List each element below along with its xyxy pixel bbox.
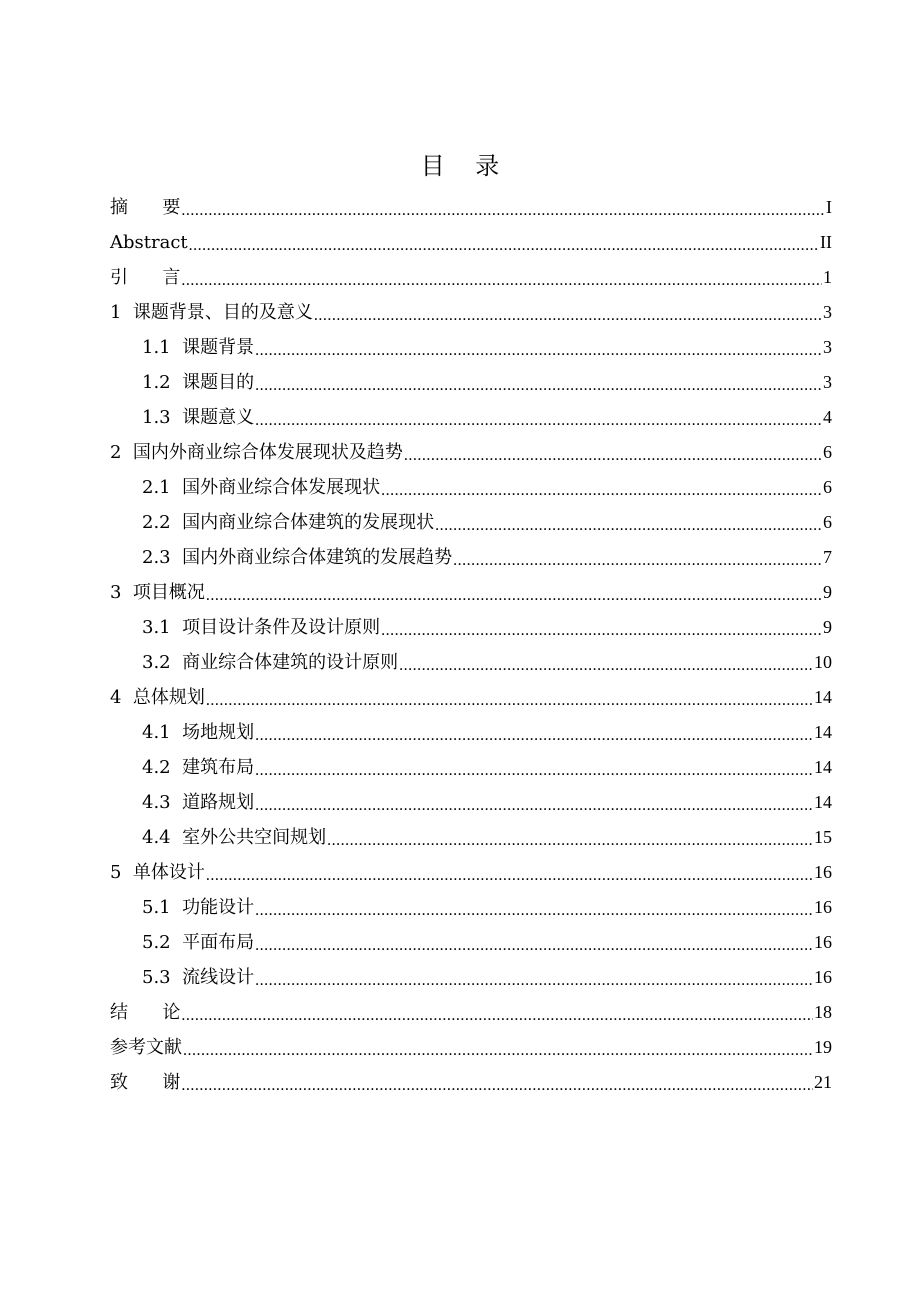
toc-list xyxy=(110,190,832,1100)
toc-entry-page-number: 16 xyxy=(814,862,832,882)
toc-dot-leader xyxy=(181,193,825,228)
toc-entry-label: 4.1 场地规划 xyxy=(142,722,255,743)
toc-entry-label: 摘 要 xyxy=(110,197,181,218)
toc-dot-leader xyxy=(399,648,813,683)
toc-entry[interactable] xyxy=(110,645,832,680)
toc-entry[interactable] xyxy=(110,890,832,925)
toc-entry-page-number: 21 xyxy=(814,1072,832,1092)
toc-dot-leader xyxy=(206,578,822,613)
toc-dot-leader xyxy=(181,1068,813,1103)
toc-entry-label: 2.2 国内商业综合体建筑的发展现状 xyxy=(142,512,435,533)
toc-entry-label: 3.1 项目设计条件及设计原则 xyxy=(142,617,381,638)
toc-entry-page-number: 6 xyxy=(823,477,832,497)
toc-entry[interactable] xyxy=(110,960,832,995)
toc-entry[interactable] xyxy=(110,610,832,645)
toc-entry-page-number: I xyxy=(826,197,832,217)
toc-entry-page-number: 1 xyxy=(823,267,832,287)
toc-entry-page-number: 14 xyxy=(814,687,832,707)
toc-entry-page-number: 4 xyxy=(823,407,832,427)
toc-entry-label: 5.3 流线设计 xyxy=(142,967,255,988)
toc-entry-page-number: II xyxy=(820,232,832,252)
toc-dot-leader xyxy=(206,858,813,893)
toc-entry[interactable] xyxy=(110,365,832,400)
toc-dot-leader xyxy=(255,893,813,928)
toc-dot-leader xyxy=(255,928,813,963)
toc-entry-label: 4.3 道路规划 xyxy=(142,792,255,813)
toc-dot-leader xyxy=(255,368,822,403)
toc-entry[interactable] xyxy=(110,575,832,610)
toc-entry[interactable] xyxy=(110,855,832,890)
toc-entry[interactable] xyxy=(110,750,832,785)
toc-dot-leader xyxy=(181,998,813,1033)
toc-entry-label: 4.4 室外公共空间规划 xyxy=(142,827,327,848)
toc-entry-page-number: 18 xyxy=(814,1002,832,1022)
toc-entry-label: 2.1 国外商业综合体发展现状 xyxy=(142,477,381,498)
toc-entry-label: 5.2 平面布局 xyxy=(142,932,255,953)
toc-entry-page-number: 14 xyxy=(814,757,832,777)
toc-entry[interactable] xyxy=(110,715,832,750)
toc-dot-leader xyxy=(189,228,819,263)
toc-entry-label: 5 单体设计 xyxy=(110,862,205,883)
toc-dot-leader xyxy=(206,683,813,718)
toc-entry-page-number: 9 xyxy=(823,617,832,637)
toc-entry-page-number: 16 xyxy=(814,932,832,952)
toc-entry-label: 2 国内外商业综合体发展现状及趋势 xyxy=(110,442,403,463)
toc-entry-label: 1.3 课题意义 xyxy=(142,407,255,428)
toc-entry-label: 参考文献 xyxy=(110,1037,182,1058)
toc-entry-page-number: 6 xyxy=(823,442,832,462)
toc-entry[interactable] xyxy=(110,820,832,855)
toc-entry[interactable] xyxy=(110,435,832,470)
toc-entry-label: 5.1 功能设计 xyxy=(142,897,255,918)
toc-entry-page-number: 3 xyxy=(823,302,832,322)
toc-entry[interactable] xyxy=(110,190,832,225)
toc-entry-page-number: 14 xyxy=(814,792,832,812)
toc-dot-leader xyxy=(327,823,813,858)
toc-entry-label: 4.2 建筑布局 xyxy=(142,757,255,778)
toc-entry-label: 2.3 国内外商业综合体建筑的发展趋势 xyxy=(142,547,453,568)
toc-dot-leader xyxy=(255,333,822,368)
toc-dot-leader xyxy=(453,543,822,578)
toc-entry[interactable] xyxy=(110,295,832,330)
toc-entry-page-number: 19 xyxy=(814,1037,832,1057)
toc-entry[interactable] xyxy=(110,505,832,540)
toc-title: 目 录 xyxy=(420,152,500,180)
toc-entry-page-number: 10 xyxy=(814,652,832,672)
toc-entry[interactable] xyxy=(110,330,832,365)
toc-entry[interactable] xyxy=(110,470,832,505)
toc-entry-page-number: 16 xyxy=(814,967,832,987)
toc-dot-leader xyxy=(183,1033,813,1068)
toc-entry-page-number: 3 xyxy=(823,337,832,357)
toc-entry[interactable] xyxy=(110,1030,832,1065)
toc-dot-leader xyxy=(255,403,822,438)
toc-entry[interactable] xyxy=(110,785,832,820)
toc-dot-leader xyxy=(255,718,813,753)
toc-entry-label: Abstract xyxy=(110,232,188,253)
toc-dot-leader xyxy=(381,613,822,648)
toc-entry-page-number: 6 xyxy=(823,512,832,532)
toc-entry[interactable] xyxy=(110,400,832,435)
toc-entry-page-number: 3 xyxy=(823,372,832,392)
toc-entry[interactable] xyxy=(110,540,832,575)
toc-entry-label: 3 项目概况 xyxy=(110,582,205,603)
toc-dot-leader xyxy=(181,263,822,298)
toc-dot-leader xyxy=(255,753,813,788)
toc-dot-leader xyxy=(381,473,822,508)
toc-entry[interactable] xyxy=(110,925,832,960)
toc-entry-page-number: 7 xyxy=(823,547,832,567)
toc-entry-label: 引 言 xyxy=(110,267,181,288)
toc-entry-label: 1.2 课题目的 xyxy=(142,372,255,393)
toc-dot-leader xyxy=(404,438,822,473)
toc-entry[interactable] xyxy=(110,995,832,1030)
toc-entry[interactable] xyxy=(110,225,832,260)
toc-entry[interactable] xyxy=(110,680,832,715)
toc-dot-leader xyxy=(314,298,822,333)
toc-entry-page-number: 14 xyxy=(814,722,832,742)
toc-entry-label: 1.1 课题背景 xyxy=(142,337,255,358)
toc-entry[interactable] xyxy=(110,260,832,295)
toc-entry-page-number: 15 xyxy=(814,827,832,847)
toc-entry-label: 致 谢 xyxy=(110,1072,181,1093)
toc-entry[interactable] xyxy=(110,1065,832,1100)
toc-entry-label: 3.2 商业综合体建筑的设计原则 xyxy=(142,652,399,673)
toc-dot-leader xyxy=(435,508,822,543)
toc-dot-leader xyxy=(255,963,813,998)
toc-entry-label: 1 课题背景、目的及意义 xyxy=(110,302,313,323)
toc-entry-page-number: 9 xyxy=(823,582,832,602)
toc-entry-label: 结 论 xyxy=(110,1002,181,1023)
toc-dot-leader xyxy=(255,788,813,823)
toc-entry-label: 4 总体规划 xyxy=(110,687,205,708)
toc-entry-page-number: 16 xyxy=(814,897,832,917)
